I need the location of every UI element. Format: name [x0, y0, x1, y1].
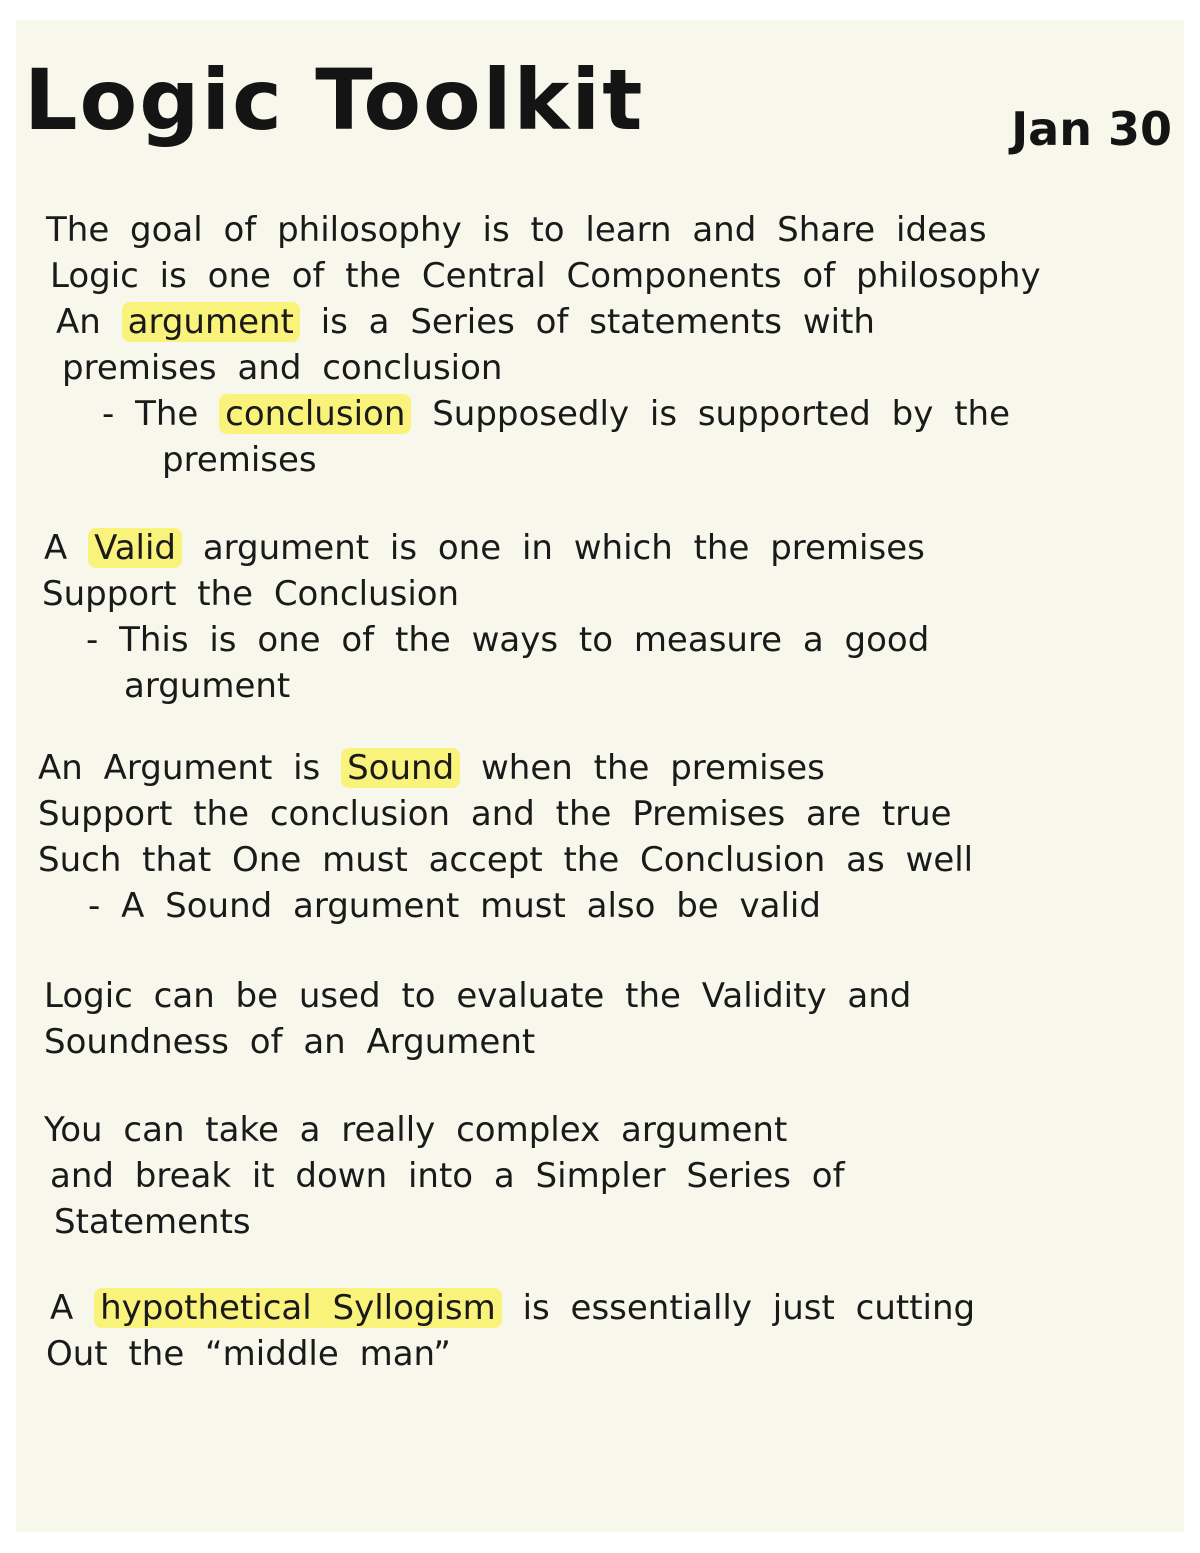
- note-line: [46, 210, 987, 251]
- note-text: The goal of philosophy is to learn and Share ideas: [46, 210, 987, 250]
- note-text: argument: [124, 666, 291, 706]
- note-line: [102, 394, 1010, 435]
- note-line: [42, 574, 459, 615]
- note-text: Soundness of an Argument: [44, 1022, 536, 1062]
- note-text: - The: [102, 394, 199, 434]
- note-line: [46, 1334, 451, 1375]
- note-line: [50, 1288, 975, 1329]
- note-line: [162, 440, 317, 481]
- note-text: Support the conclusion and the Premises are true: [38, 794, 952, 834]
- highlighted-term: Sound: [341, 748, 460, 788]
- note-line: [44, 1110, 787, 1151]
- note-text: An Argument is: [38, 748, 321, 788]
- highlighted-term: hypothetical Syllogism: [94, 1288, 502, 1328]
- note-text: Such that One must accept the Conclusion as well: [38, 840, 974, 880]
- note-line: [44, 1022, 535, 1063]
- note-text: Supposedly is supported by the: [432, 394, 1010, 434]
- page-title: Logic Toolkit: [24, 51, 645, 149]
- note-text: premises: [162, 440, 317, 480]
- note-text: An: [56, 302, 101, 342]
- note-line: [86, 620, 929, 661]
- note-line: [38, 748, 825, 789]
- note-text: A: [50, 1288, 74, 1328]
- note-text: Support the Conclusion: [42, 574, 460, 614]
- note-text: and break it down into a Simpler Series of: [50, 1156, 845, 1196]
- note-line: [88, 886, 821, 927]
- note-text: Out the “middle man”: [46, 1334, 451, 1374]
- note-text: - This is one of the ways to measure a good: [86, 620, 930, 660]
- highlighted-term: conclusion: [219, 394, 411, 434]
- note-text: when the premises: [480, 748, 825, 788]
- highlighted-term: Valid: [88, 528, 182, 568]
- note-line: [44, 976, 911, 1017]
- note-text: A: [44, 528, 68, 568]
- note-text: - A Sound argument must also be valid: [88, 886, 821, 926]
- note-text: argument is one in which the premises: [202, 528, 925, 568]
- note-page: [16, 20, 1184, 1532]
- note-line: [44, 528, 925, 569]
- page-date: Jan 30: [1011, 102, 1172, 156]
- note-text: You can take a really complex argument: [44, 1110, 788, 1150]
- highlighted-term: argument: [122, 302, 300, 342]
- note-text: premises and conclusion: [62, 348, 503, 388]
- note-line: [50, 256, 1041, 297]
- note-text: is essentially just cutting: [522, 1288, 976, 1328]
- note-line: [56, 302, 875, 343]
- note-text: Statements: [54, 1202, 251, 1242]
- note-line: [50, 1156, 845, 1197]
- note-text: is a Series of statements with: [320, 302, 875, 342]
- note-line: [124, 666, 290, 707]
- note-line: [38, 840, 973, 881]
- note-line: [62, 348, 502, 389]
- note-text: Logic is one of the Central Components of philosophy: [50, 256, 1041, 296]
- note-text: Logic can be used to evaluate the Validity and: [44, 976, 912, 1016]
- note-line: [38, 794, 952, 835]
- note-line: [54, 1202, 251, 1243]
